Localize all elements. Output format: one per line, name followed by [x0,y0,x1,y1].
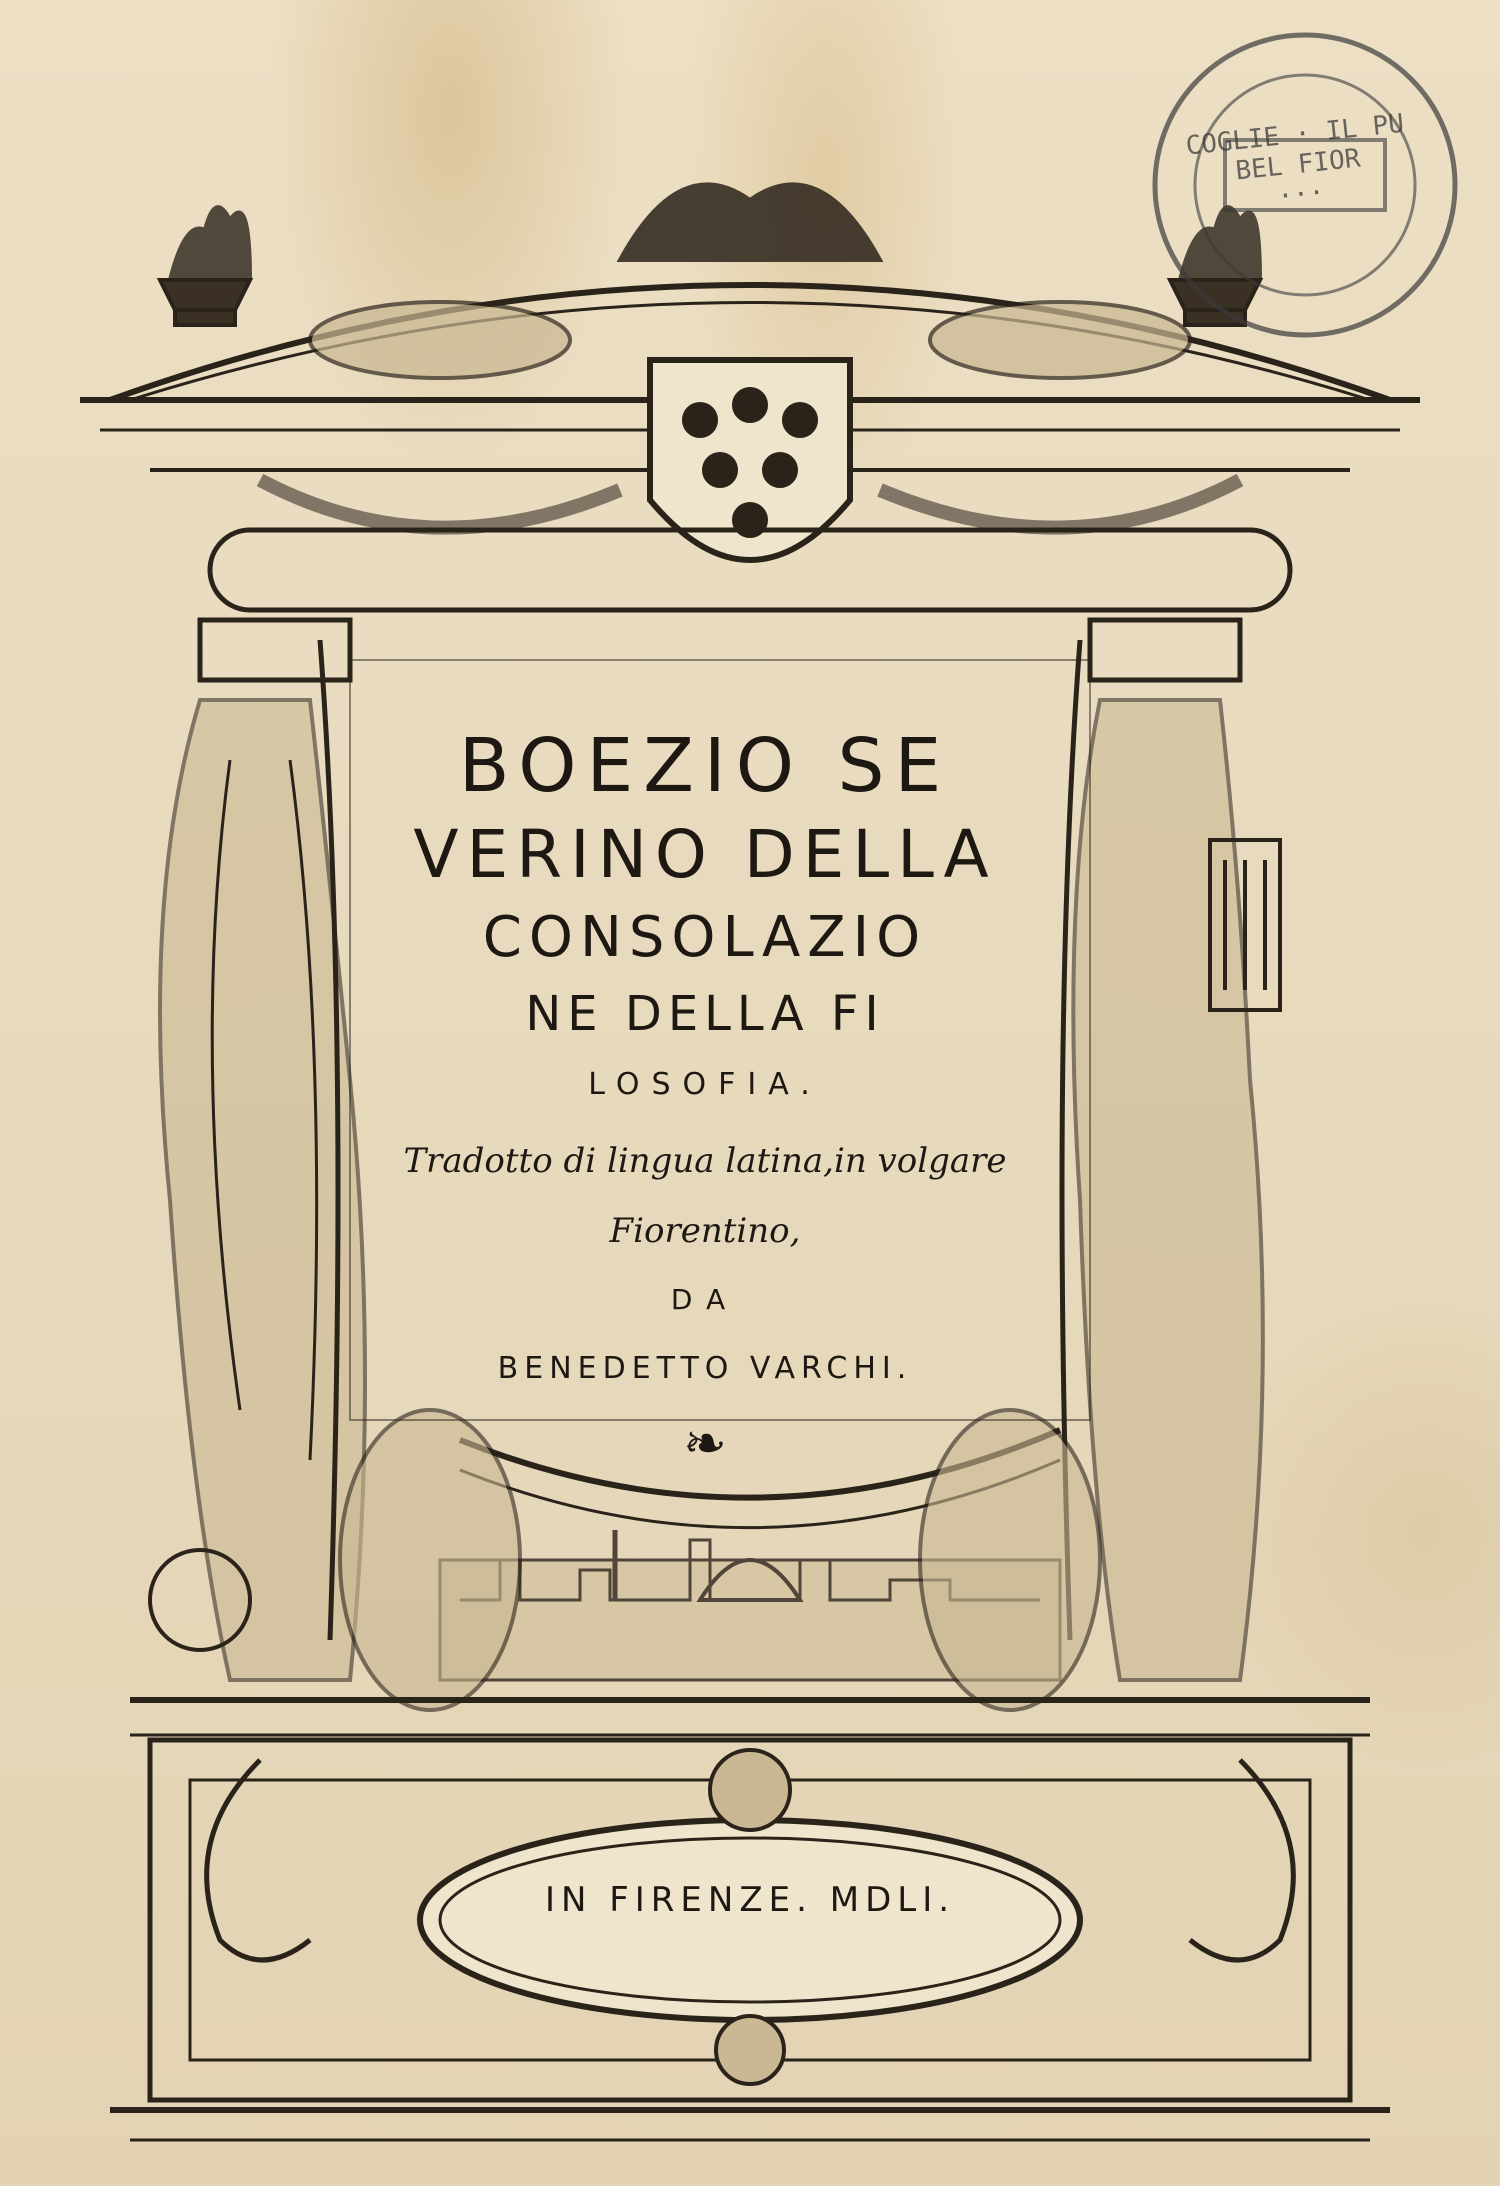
title-line-5: LOSOFIA. [588,1067,822,1102]
title-line-2: VERINO DELLA [413,816,997,893]
center-urn-icon [620,184,880,260]
stamp-inner: ··· [1276,177,1327,213]
bottom-mask-icon [716,2016,784,2084]
subtitle: Tradotto di lingua latina,in volgare Fiorentino, [403,1141,1007,1251]
mask-icon [710,1750,790,1830]
title-block [360,720,1050,1484]
title-line-4: NE DELLA FI [525,986,885,1042]
imprint-cartouche [420,1820,1080,2020]
fleuron-icon: ❧ [683,1414,727,1474]
title-line-1: BOEZIO SE [458,723,952,809]
stamp-legend: COGLIE · IL PU BEL FIOR [1184,108,1406,187]
author: BENEDETTO VARCHI. [497,1351,913,1386]
title-line-3: CONSOLAZIO [482,905,928,970]
garland-left [260,480,620,528]
right-caryatid [1073,700,1263,1680]
garland-right [880,480,1240,528]
by-line: DA [670,1283,740,1316]
imprint: IN FIRENZE. MDLI. [544,1880,956,1920]
left-urn-icon [160,280,250,325]
